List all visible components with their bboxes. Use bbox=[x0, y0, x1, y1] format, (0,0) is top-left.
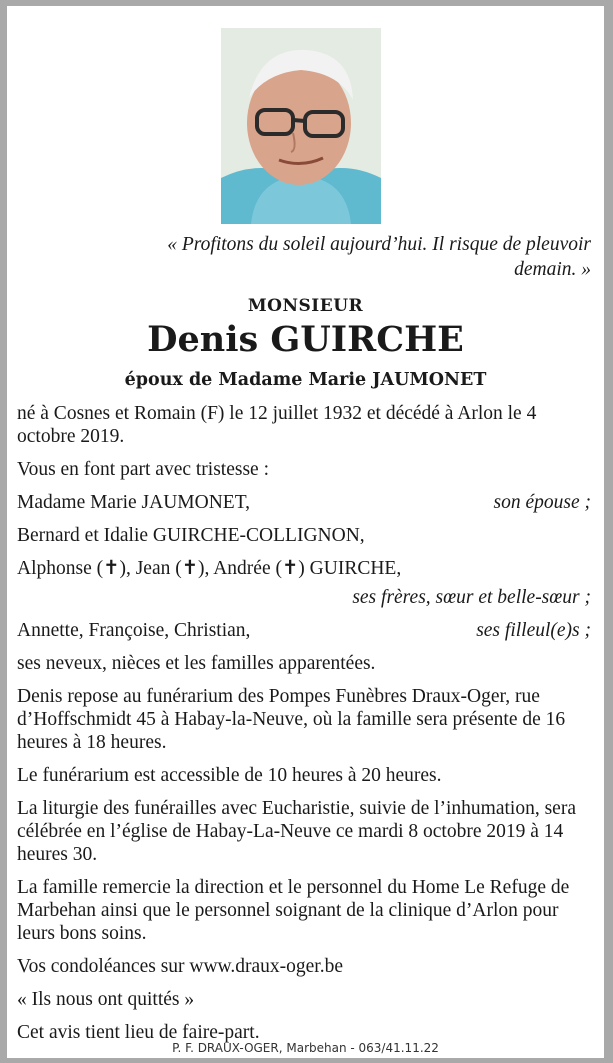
intro-text: Vous en font part avec tristesse : bbox=[17, 459, 269, 480]
liturgy-text: La liturgie des funérailles avec Eucharistie, suivie de l’inhumation, sera célébrée en l’église de Habay-La-Neuve ce mardi 8 octobre 2019 à 14 heures 30. bbox=[17, 798, 576, 865]
section-text: « Ils nous ont quittés » bbox=[17, 989, 195, 1010]
family-row bbox=[17, 491, 591, 514]
godchildren-row bbox=[17, 619, 591, 642]
godchildren-relation: ses filleul(e)s ; bbox=[476, 620, 591, 641]
portrait-photo bbox=[221, 28, 381, 224]
honorific: MONSIEUR bbox=[247, 296, 364, 316]
family-relation: son épouse ; bbox=[493, 492, 591, 513]
family-name: Bernard et Idalie GUIRCHE-COLLIGNON, bbox=[17, 525, 365, 546]
thanks-text: La famille remercie la direction et le personnel du Home Le Refuge de Marbehan ainsi que le personnel soignant de la clinique d’Arlon pour leurs bons soins. bbox=[17, 877, 570, 944]
obituary-card bbox=[7, 6, 604, 1058]
access-text: Le funérarium est accessible de 10 heures à 20 heures. bbox=[17, 765, 442, 786]
quote-text: « Profitons du soleil aujourd’hui. Il risque de pleuvoir demain. » bbox=[167, 234, 591, 280]
godchildren-names: Annette, Françoise, Christian, bbox=[17, 620, 251, 641]
notice-body bbox=[17, 402, 591, 1054]
family-name: Alphonse (✝), Jean (✝), Andrée (✝) GUIRCHE, bbox=[17, 558, 402, 579]
repose-text: Denis repose au funérarium des Pompes Funèbres Draux-Oger, rue d’Hoffschmidt 45 à Habay-la-Neuve, où la famille sera présente de 16 heures à 18 heures. bbox=[17, 686, 566, 753]
family-name: Madame Marie JAUMONET, bbox=[17, 492, 251, 513]
notice-text: Cet avis tient lieu de faire-part. bbox=[17, 1022, 260, 1043]
portrait-image bbox=[221, 28, 381, 224]
footer-credit: P. F. DRAUX-OGER, Marbehan - 063/41.11.22 bbox=[172, 1041, 439, 1055]
family-row bbox=[17, 557, 591, 580]
spouse-line: époux de Madame Marie JAUMONET bbox=[124, 370, 487, 390]
birth-death-text: né à Cosnes et Romain (F) le 12 juillet 1932 et décédé à Arlon le 4 octobre 2019. bbox=[17, 403, 537, 447]
family-row bbox=[17, 524, 591, 547]
condolences-text: Vos condoléances sur www.draux-oger.be bbox=[17, 956, 343, 977]
deceased-name: Denis GUIRCHE bbox=[147, 319, 464, 360]
relatives-text: ses neveux, nièces et les familles apparentées. bbox=[17, 653, 376, 674]
siblings-label: ses frères, sœur et belle-sœur ; bbox=[352, 587, 591, 608]
